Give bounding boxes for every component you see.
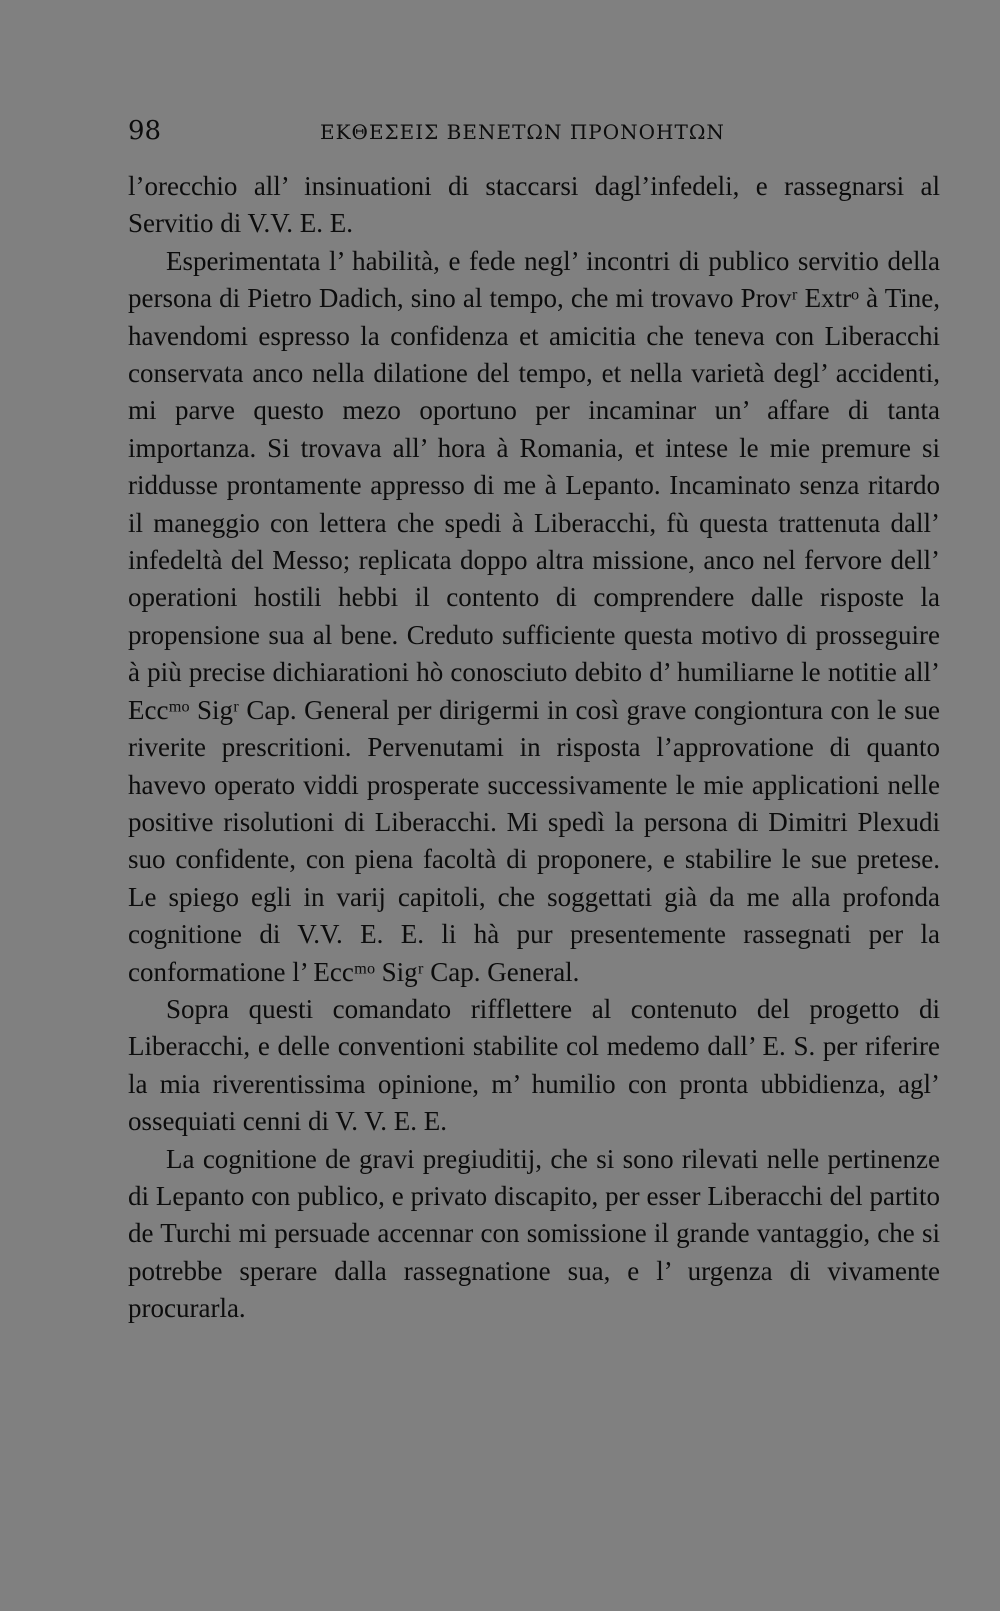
running-head — [120, 116, 940, 148]
running-title: ΕΚΘΕΣΕΙΣ ΒΕΝΕΤΩΝ ΠΡΟΝΟΗΤΩΝ — [320, 120, 725, 144]
paragraph: Esperimentata l’ habilità, e fede negl’ incontri di publico servitio della persona di Pietro Dadich, sino al tempo, che mi trovavo Provʳ Extrᵒ à Tine, havendomi espresso la confidenza et amicitia che teneva con Liberacchi conservata anco nella dilatione del tempo, et nella varietà degl’ accidenti, mi parve questo mezo oportuno per incaminar un’ affare di tanta importanza. Si trovava all’ hora à Romania, et intese le mie premure si riddusse prontamente appresso di me à Lepanto. Incaminato senza ritardo il maneggio con lettera che spedi à Liberacchi, fù questa trattenuta dall’ infedeltà del Messo; replicata doppo altra missione, anco nel fervore dell’ operationi hostili hebbi il contento di comprendere dalle risposte la propensione sua al bene. Creduto sufficiente questa motivo di prosseguire à più precise dichiarationi hò conosciuto debito d’ humiliarne le notitie all’ Eccᵐᵒ Sigʳ Cap. General per dirigermi in così grave congiontura con le sue riverite prescritioni. Pervenutami in risposta l’approvatione di quanto havevo operato viddi prosperate successivamente le mie applicationi nelle positive risolutioni di Liberacchi. Mi spedì la persona di Dimitri Plexudi suo confidente, con piena facoltà di proponere, e stabilire le sue pretese. Le spiego egli in varij capitoli, che soggettati già da me alla profonda cognitione di V.V. E. E. li hà pur presentemente rassegnati per la conformatione l’ Eccᵐᵒ Sigʳ Cap. General. — [128, 245, 940, 987]
paragraph: Sopra questi comandato rifflettere al contenuto del progetto di Liberacchi, e delle conventioni stabilite col medemo dall’ E. S. per riferire la mia riverentissima opinione, m’ humilio con pronta ubbidienza, agl’ ossequiati cenni di V. V. E. E. — [128, 993, 940, 1137]
paragraph-continuation: l’orecchio all’ insinuationi di staccarsi dagl’infedeli, e rassegnarsi al Servitio di V.V. E. E. — [128, 171, 940, 239]
body-text — [128, 168, 940, 1328]
paragraph: La cognitione de gravi pregiuditij, che si sono rilevati nelle pertinenze di Lepanto con publico, e privato discapito, per esser Liberacchi del partito de Turchi mi persuade accennar con somissione il grande vantaggio, che si potrebbe sperare dalla rassegnatione sua, e l’ urgenza di vivamente procurarla. — [128, 1143, 940, 1324]
page-number: 98 — [128, 116, 162, 146]
